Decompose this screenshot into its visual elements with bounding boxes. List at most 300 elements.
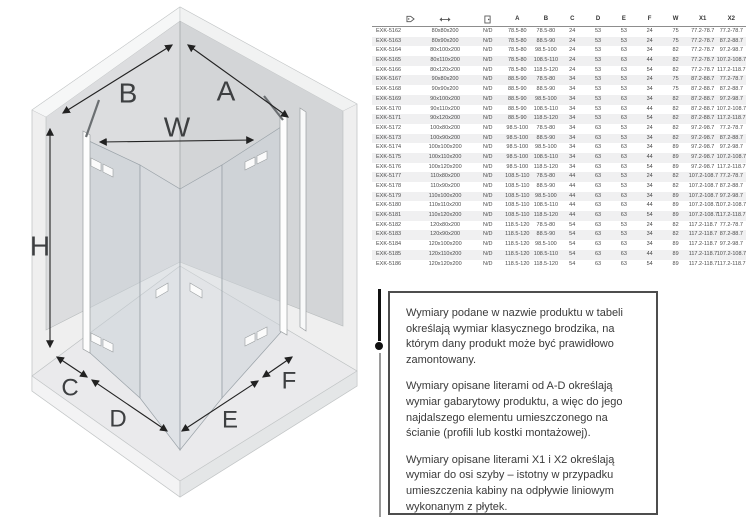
table-row bbox=[372, 201, 746, 211]
dimension-value: 34 bbox=[646, 144, 653, 151]
dimension-value: N/D bbox=[483, 153, 493, 160]
column-header-x2: X2 bbox=[727, 16, 735, 22]
dimension-value: N/D bbox=[483, 250, 493, 257]
bullet-marker bbox=[375, 342, 383, 350]
dimension-value: 98.5-100 bbox=[535, 144, 557, 151]
dimension-value: N/D bbox=[483, 105, 493, 112]
dimension-value: N/D bbox=[483, 144, 493, 151]
dimension-value: 87.2-88.7 bbox=[691, 76, 715, 83]
dimension-value: 78.5-80 bbox=[536, 221, 556, 228]
dimension-value: 98.5-100 bbox=[535, 95, 557, 102]
dimension-value: 34 bbox=[569, 163, 576, 170]
dimension-value: 63 bbox=[594, 124, 602, 131]
dimension-value: 110x110x200 bbox=[429, 202, 462, 209]
dimension-value: 44 bbox=[646, 250, 653, 257]
dimension-label-h: H bbox=[29, 230, 51, 262]
dimension-value: 34 bbox=[646, 183, 653, 189]
dimension-value: 117.2-118.7 bbox=[688, 231, 718, 238]
product-code: EXK-5173 bbox=[376, 134, 402, 141]
dimension-value: 89 bbox=[672, 153, 679, 160]
dimension-value: 97.2-98.7 bbox=[691, 124, 715, 131]
dimension-value: 87.2-88.7 bbox=[719, 86, 743, 93]
table-row bbox=[372, 66, 746, 76]
dimension-value: 118.5-120 bbox=[505, 241, 530, 248]
dimension-value: 34 bbox=[569, 115, 576, 122]
dimension-value: 34 bbox=[646, 192, 653, 199]
dimension-value: 53 bbox=[620, 134, 627, 141]
note-paragraph-3: Wymiary opisane literami X1 i X2 określają wymiar do osi szyby – istotny w przypadku umieszczenia kabiny na odpływie liniowym wykonanym z płytek. bbox=[406, 453, 615, 513]
dimension-value: 75 bbox=[672, 76, 679, 83]
column-header-d: D bbox=[595, 16, 601, 22]
dimension-value: 78.5-80 bbox=[536, 124, 556, 131]
table-row bbox=[372, 250, 746, 260]
dimension-value: N/D bbox=[483, 47, 493, 54]
dimension-value: 63 bbox=[594, 250, 602, 257]
dimension-value: 82 bbox=[672, 47, 679, 54]
table-row bbox=[372, 240, 746, 250]
table-row bbox=[372, 134, 746, 144]
dimension-value: 100x80x200 bbox=[430, 124, 461, 131]
dimension-value: 107.2-108.7 bbox=[688, 202, 719, 209]
dimension-value: N/D bbox=[483, 76, 493, 83]
dimension-value: 53 bbox=[594, 95, 602, 102]
dimension-value: 63 bbox=[620, 66, 627, 73]
dimension-value: 53 bbox=[620, 231, 627, 238]
dimension-value: 107.2-108.7 bbox=[688, 173, 719, 180]
dimension-value: 34 bbox=[569, 95, 576, 102]
dimension-value: 63 bbox=[620, 57, 627, 64]
dimension-value: 24 bbox=[646, 221, 653, 228]
dimension-value: 88.5-90 bbox=[536, 37, 556, 44]
dimension-value: 108.5-110 bbox=[505, 202, 530, 209]
dimension-value: 107.2-108.7 bbox=[716, 105, 747, 112]
dimension-value: 24 bbox=[646, 76, 653, 83]
dimension-value: 34 bbox=[646, 95, 653, 102]
dimension-value: N/D bbox=[483, 183, 493, 189]
dimension-value: 118.5-120 bbox=[505, 231, 530, 238]
dimension-label-c: C bbox=[61, 374, 79, 402]
dimension-value: 54 bbox=[646, 66, 653, 73]
dimension-value: 87.2-88.7 bbox=[691, 95, 715, 102]
dimension-value: 78.5-80 bbox=[536, 76, 556, 83]
table-row bbox=[372, 163, 746, 173]
dimension-value: 88.5-90 bbox=[507, 76, 527, 83]
column-header-w: W bbox=[672, 16, 679, 22]
dimension-value: 63 bbox=[594, 163, 602, 170]
product-code: EXK-5174 bbox=[376, 144, 402, 151]
dimension-value: 82 bbox=[672, 105, 679, 112]
dimension-value: 53 bbox=[594, 66, 602, 73]
dimension-value: 120x80x200 bbox=[430, 221, 461, 228]
dimension-value: 97.2-98.7 bbox=[719, 241, 743, 248]
dimension-value: 108.5-110 bbox=[505, 192, 530, 199]
table-row bbox=[372, 182, 746, 192]
dimension-value: 24 bbox=[646, 124, 653, 131]
dimension-value: 89 bbox=[672, 250, 679, 257]
dimension-value: 44 bbox=[646, 57, 653, 64]
dimension-value: 53 bbox=[594, 115, 602, 122]
dimension-value: 53 bbox=[620, 37, 627, 44]
product-code: EXK-5179 bbox=[376, 192, 402, 199]
table-body bbox=[372, 27, 746, 269]
dimension-label-f: F bbox=[281, 367, 297, 395]
product-code: EXK-5166 bbox=[376, 66, 402, 73]
dimension-value: 53 bbox=[594, 28, 602, 34]
dimension-value: 89 bbox=[672, 192, 679, 199]
product-code: EXK-5184 bbox=[376, 241, 402, 248]
dimension-label-a: A bbox=[216, 75, 236, 107]
product-code: EXK-5164 bbox=[376, 47, 402, 54]
dimension-value: 63 bbox=[620, 250, 627, 257]
dimension-value: 88.5-90 bbox=[507, 115, 527, 122]
table-row bbox=[372, 56, 746, 66]
table-row bbox=[372, 153, 746, 163]
dimension-value: N/D bbox=[483, 221, 493, 228]
dimension-value: 118.5-120 bbox=[505, 250, 530, 257]
product-code: EXK-5175 bbox=[376, 153, 402, 160]
dimension-value: 98.5-100 bbox=[506, 153, 529, 160]
dimension-value: 117.2-118.7 bbox=[688, 241, 718, 248]
dimension-value: 54 bbox=[569, 241, 576, 248]
dimension-value: 34 bbox=[646, 241, 653, 248]
dimension-value: 90x90x200 bbox=[431, 86, 459, 93]
table-row bbox=[372, 46, 746, 56]
column-header-c: C bbox=[570, 16, 575, 22]
dimension-value: 24 bbox=[646, 173, 653, 180]
dimension-value: 34 bbox=[646, 47, 653, 54]
dimension-value: 107.2-108.7 bbox=[688, 212, 719, 219]
dimension-value: 63 bbox=[594, 144, 602, 151]
dimension-value: 120x90x200 bbox=[430, 231, 461, 238]
dimension-value: 87.2-88.7 bbox=[719, 183, 743, 189]
product-code: EXK-5182 bbox=[376, 221, 402, 228]
dimension-value: 78.5-80 bbox=[507, 47, 527, 54]
dimension-value: 53 bbox=[620, 173, 627, 180]
table-row bbox=[372, 221, 746, 231]
product-code: EXK-5169 bbox=[376, 95, 402, 102]
dimension-value: 78.5-80 bbox=[536, 28, 556, 34]
dimension-value: 75 bbox=[672, 86, 679, 93]
dimension-value: N/D bbox=[483, 115, 493, 122]
dimension-value: 117.2-118.7 bbox=[717, 163, 746, 170]
dimension-value: N/D bbox=[483, 37, 493, 44]
dimension-value: 63 bbox=[594, 202, 602, 209]
dimension-value: 63 bbox=[620, 260, 627, 267]
dimension-value: 80x80x200 bbox=[431, 28, 459, 34]
product-code: EXK-5183 bbox=[376, 231, 402, 238]
dimension-value: 118.5-120 bbox=[533, 163, 559, 170]
notes-box bbox=[388, 291, 658, 515]
dimension-value: 118.5-120 bbox=[533, 115, 559, 122]
accent-line-top bbox=[378, 289, 381, 341]
dimension-value: 82 bbox=[672, 57, 679, 64]
dimension-value: 80x120x200 bbox=[430, 66, 461, 73]
table-row bbox=[372, 143, 746, 153]
dimension-value: 54 bbox=[569, 221, 576, 228]
dimension-value: 54 bbox=[646, 212, 653, 219]
dimension-value: 108.5-110 bbox=[533, 250, 559, 257]
product-code: EXK-5185 bbox=[376, 250, 402, 257]
dimension-value: 44 bbox=[646, 202, 653, 209]
dimension-value: 98.5-100 bbox=[506, 144, 529, 151]
dimension-value: 88.5-90 bbox=[536, 231, 556, 238]
dimension-value: 88.5-90 bbox=[507, 86, 527, 93]
dimension-value: 54 bbox=[646, 115, 653, 122]
dimension-value: 87.2-88.7 bbox=[691, 105, 715, 112]
dimension-value: 53 bbox=[594, 47, 602, 54]
dimension-value: 88.5-90 bbox=[536, 134, 556, 141]
dimension-value: 78.5-80 bbox=[507, 28, 527, 34]
dimension-value: 53 bbox=[620, 124, 627, 131]
dimension-value: 54 bbox=[569, 231, 576, 238]
dimension-value: 117.2-118.7 bbox=[717, 66, 746, 73]
dimension-value: 97.2-98.7 bbox=[691, 144, 715, 151]
dimension-value: 87.2-88.7 bbox=[719, 37, 743, 44]
dimension-value: 44 bbox=[569, 173, 576, 180]
dimension-value: 82 bbox=[672, 134, 679, 141]
dimension-value: 63 bbox=[594, 173, 602, 180]
dimension-value: 108.5-110 bbox=[533, 57, 559, 64]
dimension-value: 63 bbox=[620, 47, 627, 54]
dimension-value: 98.5-100 bbox=[506, 134, 529, 141]
dimension-value: 117.2-118.7 bbox=[688, 221, 718, 228]
dimension-value: 34 bbox=[646, 134, 653, 141]
dimension-value: 117.2-118.7 bbox=[688, 260, 718, 267]
dimensions-table bbox=[372, 12, 746, 269]
dimension-value: 117.2-118.7 bbox=[717, 212, 746, 219]
dimension-value: 24 bbox=[646, 28, 653, 34]
dimension-value: 24 bbox=[569, 66, 576, 73]
dimension-value: N/D bbox=[483, 134, 493, 141]
dimension-value: 34 bbox=[646, 86, 653, 93]
product-code: EXK-5186 bbox=[376, 260, 402, 267]
dimension-value: 63 bbox=[594, 221, 602, 228]
dimension-value: 44 bbox=[646, 153, 653, 160]
dimension-value: N/D bbox=[483, 66, 493, 73]
dimension-value: 63 bbox=[620, 212, 627, 219]
dimension-value: 63 bbox=[594, 153, 602, 160]
product-code: EXK-5163 bbox=[376, 37, 402, 44]
dimension-value: N/D bbox=[483, 192, 493, 199]
dimension-value: 63 bbox=[620, 153, 627, 160]
dimension-value: 108.5-110 bbox=[533, 153, 559, 160]
dimension-value: 107.2-108.7 bbox=[716, 250, 747, 257]
dimension-value: 63 bbox=[620, 163, 627, 170]
dimension-value: 82 bbox=[672, 115, 679, 122]
dimension-value: 34 bbox=[569, 153, 576, 160]
dimension-value: 77.2-78.7 bbox=[719, 124, 743, 131]
dimension-label-b: B bbox=[118, 77, 138, 109]
dimension-value: 78.5-80 bbox=[536, 173, 556, 180]
dimension-value: 63 bbox=[594, 212, 602, 219]
dimension-value: 63 bbox=[594, 231, 602, 238]
dimension-value: 82 bbox=[672, 231, 679, 238]
dimension-value: 34 bbox=[569, 86, 576, 93]
wall-profile-right bbox=[300, 108, 306, 331]
dimension-value: 82 bbox=[672, 173, 679, 180]
dimension-value: 117.2-118.7 bbox=[688, 250, 718, 257]
column-header-e: E bbox=[621, 16, 626, 22]
dimension-value: N/D bbox=[483, 212, 493, 219]
dimension-value: 120x110x200 bbox=[428, 250, 462, 257]
dimension-value: 89 bbox=[672, 212, 679, 219]
dimension-value: 24 bbox=[569, 28, 576, 34]
dimension-value: N/D bbox=[483, 86, 493, 93]
dimension-value: 54 bbox=[646, 163, 653, 170]
dimension-value: 44 bbox=[569, 212, 576, 219]
dimension-value: 98.5-100 bbox=[506, 163, 529, 170]
dimension-value: 34 bbox=[569, 134, 576, 141]
dimension-value: 24 bbox=[569, 57, 576, 64]
dimension-value: 63 bbox=[594, 134, 602, 141]
dimension-value: 80x90x200 bbox=[431, 37, 459, 44]
table-row bbox=[372, 114, 746, 124]
dimension-value: 90x110x200 bbox=[430, 105, 460, 112]
dimension-value: 53 bbox=[594, 76, 602, 83]
width-dimensions-icon bbox=[417, 16, 473, 23]
dimension-value: 97.2-98.7 bbox=[691, 153, 715, 160]
dimension-value: 44 bbox=[569, 183, 576, 189]
dimension-value: 63 bbox=[620, 115, 627, 122]
dimension-label-w: W bbox=[163, 111, 191, 143]
dimension-value: 88.5-90 bbox=[536, 183, 556, 189]
dimension-value: 107.2-108.7 bbox=[688, 192, 719, 199]
dimension-value: 110x100x200 bbox=[428, 192, 462, 199]
dimension-value: 88.5-90 bbox=[536, 86, 556, 93]
dimension-value: 90x120x200 bbox=[430, 115, 461, 122]
dimension-value: 53 bbox=[594, 37, 602, 44]
dimension-value: 53 bbox=[620, 86, 627, 93]
dimension-value: 63 bbox=[594, 192, 602, 199]
dimension-value: 77.2-78.7 bbox=[691, 47, 715, 54]
dimension-value: 53 bbox=[620, 28, 627, 34]
dimension-value: 97.2-98.7 bbox=[719, 144, 743, 151]
dimension-value: 98.5-100 bbox=[535, 241, 557, 248]
dimension-value: 80x100x200 bbox=[430, 47, 461, 54]
accent-line-bottom bbox=[379, 353, 381, 517]
dimension-value: 44 bbox=[646, 105, 653, 112]
dimension-value: 34 bbox=[569, 76, 576, 83]
table-row bbox=[372, 85, 746, 95]
dimension-value: 77.2-78.7 bbox=[691, 37, 715, 44]
dimension-value: 118.5-120 bbox=[505, 221, 530, 228]
dimension-value: N/D bbox=[483, 231, 493, 238]
dimension-value: 63 bbox=[620, 192, 627, 199]
dimension-value: 100x110x200 bbox=[428, 153, 462, 160]
dimension-value: 82 bbox=[672, 124, 679, 131]
dimension-value: 97.2-98.7 bbox=[719, 192, 743, 199]
dimension-value: 63 bbox=[620, 144, 627, 151]
dimension-value: 89 bbox=[672, 144, 679, 151]
dimension-value: 120x100x200 bbox=[428, 241, 462, 248]
dimension-value: 108.5-110 bbox=[505, 183, 530, 189]
column-header-x1: X1 bbox=[699, 16, 707, 22]
dimension-value: 77.2-78.7 bbox=[691, 57, 715, 64]
dimension-value: 77.2-78.7 bbox=[691, 28, 715, 34]
dimension-value: 120x120x200 bbox=[428, 260, 462, 267]
dimension-value: 100x120x200 bbox=[428, 163, 462, 170]
dimension-value: 78.5-80 bbox=[507, 66, 527, 73]
dimension-value: 90x80x200 bbox=[431, 76, 459, 83]
dimension-value: 63 bbox=[594, 183, 602, 189]
dimension-value: N/D bbox=[483, 28, 493, 34]
table-row bbox=[372, 124, 746, 134]
dimension-value: 107.2-108.7 bbox=[716, 153, 747, 160]
table-row bbox=[372, 211, 746, 221]
dimension-value: 77.2-78.7 bbox=[691, 66, 715, 73]
door-icon bbox=[473, 15, 502, 24]
dimension-value: 78.5-80 bbox=[507, 57, 527, 64]
dimension-value: 82 bbox=[672, 183, 679, 189]
table-row bbox=[372, 95, 746, 105]
dimension-value: 53 bbox=[594, 86, 602, 93]
dimension-value: 98.5-100 bbox=[535, 192, 557, 199]
dimension-value: 90x100x200 bbox=[430, 95, 461, 102]
dimension-value: 63 bbox=[594, 260, 602, 267]
dimension-value: N/D bbox=[483, 57, 493, 64]
dimension-value: 77.2-78.7 bbox=[719, 76, 743, 83]
dimension-value: 24 bbox=[569, 37, 576, 44]
dimension-value: 54 bbox=[646, 260, 653, 267]
table-row bbox=[372, 27, 746, 37]
product-code: EXK-5168 bbox=[376, 86, 402, 93]
column-header-f: F bbox=[647, 16, 652, 22]
dimension-value: 98.5-100 bbox=[535, 47, 557, 54]
dimension-value: 34 bbox=[646, 231, 653, 238]
dimension-value: 77.2-78.7 bbox=[719, 28, 743, 34]
product-tag-icon bbox=[372, 15, 417, 23]
dimension-value: 77.2-78.7 bbox=[719, 173, 743, 180]
dimension-value: 97.2-98.7 bbox=[719, 95, 743, 102]
dimension-value: 108.5-110 bbox=[505, 173, 530, 180]
dimension-label-d: D bbox=[109, 405, 127, 433]
dimension-value: N/D bbox=[483, 173, 493, 180]
dimension-value: 118.5-120 bbox=[505, 260, 530, 267]
note-paragraph-1: Wymiary podane w nazwie produktu w tabeli określają wymiar klasycznego brodzika, na którym dany produkt może być prawidłowo zamontowany. bbox=[406, 307, 623, 366]
hinge-post-left bbox=[83, 131, 90, 353]
dimension-value: 78.5-80 bbox=[507, 37, 527, 44]
product-code: EXK-5180 bbox=[376, 202, 402, 209]
dimension-value: 54 bbox=[569, 250, 576, 257]
dimension-value: 34 bbox=[569, 105, 576, 112]
dimension-value: 89 bbox=[672, 202, 679, 209]
product-code: EXK-5176 bbox=[376, 163, 402, 170]
dimension-value: 98.5-100 bbox=[506, 124, 529, 131]
table-header bbox=[372, 12, 746, 27]
dimension-value: N/D bbox=[483, 241, 493, 248]
dimension-value: 117.2-118.7 bbox=[717, 260, 746, 267]
dimension-value: N/D bbox=[483, 124, 493, 131]
dimension-value: 110x90x200 bbox=[430, 183, 460, 189]
column-header-b: B bbox=[543, 16, 549, 22]
dimension-value: 24 bbox=[646, 37, 653, 44]
dimension-value: 88.5-90 bbox=[507, 95, 527, 102]
dimension-value: N/D bbox=[483, 260, 493, 267]
dimension-value: 44 bbox=[569, 192, 576, 199]
product-code: EXK-5172 bbox=[376, 124, 402, 131]
dimension-value: 110x80x200 bbox=[430, 173, 460, 180]
product-code: EXK-5162 bbox=[376, 28, 402, 34]
dimension-value: 97.2-98.7 bbox=[691, 134, 715, 141]
dimension-value: 82 bbox=[672, 66, 679, 73]
table-row bbox=[372, 172, 746, 182]
product-code: EXK-5177 bbox=[376, 173, 402, 180]
dimension-value: 89 bbox=[672, 163, 679, 170]
dimension-value: 107.2-108.7 bbox=[716, 202, 747, 209]
column-header-a: A bbox=[515, 16, 520, 22]
table-row bbox=[372, 105, 746, 115]
dimension-value: 100x100x200 bbox=[428, 144, 462, 151]
